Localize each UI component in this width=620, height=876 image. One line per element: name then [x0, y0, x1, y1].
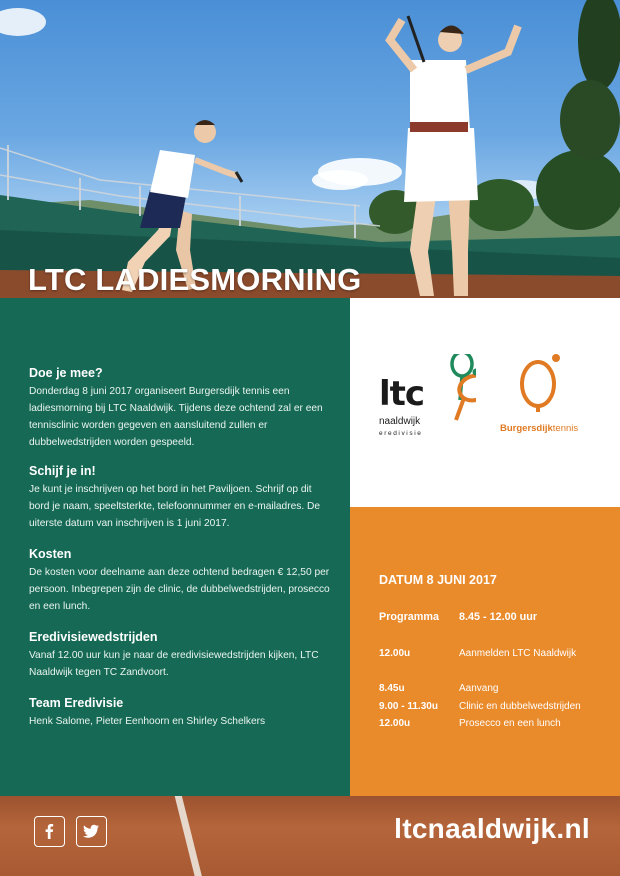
section-heading: Doe je mee?	[29, 366, 103, 380]
section-text: Donderdag 8 juni 2017 organiseert Burgersdijk tennis een ladiesmorning bij LTC Naaldwijk. Tijdens deze ochtend zal er een tennisclinic worden gegeven en aansluitend zullen er dubbelwedstrijden worden gespeeld.	[29, 386, 323, 448]
ltc-logo-sub: naaldwijk	[379, 416, 421, 427]
section-kosten	[29, 547, 334, 615]
website-link[interactable]: ltcnaaldwijk.nl	[394, 813, 590, 844]
section-heading: Kosten	[29, 547, 72, 561]
section-eredivisiewedstrijden	[29, 630, 334, 681]
footer	[0, 796, 620, 876]
page-title: LTC LADIESMORNING	[28, 262, 362, 297]
schedule-desc: Clinic en dubbelwedstrijden	[459, 701, 581, 712]
ltc-logo-word: ltc	[379, 374, 425, 414]
burgersdijk-racket-logo-icon	[516, 352, 566, 414]
section-heading: Eredivisiewedstrijden	[29, 630, 158, 644]
section-doe-je-mee	[29, 366, 334, 451]
section-team-eredivisie	[29, 696, 334, 730]
hero-photo	[0, 0, 620, 298]
schedule-panel	[350, 507, 620, 796]
facebook-icon	[41, 823, 57, 839]
event-date: DATUM 8 JUNI 2017	[379, 573, 497, 587]
section-text: De kosten voor deelname aan deze ochtend bedragen € 12,50 per persoon. Inbegrepen zijn de clinic, de dubbelwedstrijden, prosecco en een lunch.	[29, 567, 330, 612]
section-heading: Schijf je in!	[29, 464, 96, 478]
section-text: Je kunt je inschrijven op het bord in het Paviljoen. Schrijf op dit bord je naam, speeltsterkte, telefoonnummer en e-mailadres. De uiterste datum van inschrijven is 1 juni 2017.	[29, 484, 321, 529]
schedule-time: 9.00 - 11.30u	[379, 701, 438, 712]
section-text: Henk Salome, Pieter Eenhoorn en Shirley Schelkers	[29, 716, 266, 727]
burgersdijk-logo-text	[500, 423, 578, 434]
ltc-logo-sub2: eredivisie	[379, 430, 423, 437]
sponsor-logos	[350, 298, 620, 507]
schedule-desc: Aanmelden LTC Naaldwijk	[459, 648, 577, 659]
court-line	[173, 796, 206, 876]
burgersdijk-bold: Burgersdijk	[500, 423, 553, 434]
section-text: Vanaf 12.00 uur kun je naar de eredivisiewedstrijden kijken, LTC Naaldwijk tegen TC Zandvoort.	[29, 650, 319, 678]
schedule-time: 12.00u	[379, 648, 411, 659]
section-heading: Team Eredivisie	[29, 696, 124, 710]
schedule-desc: Aanvang	[459, 683, 499, 694]
schedule-time: 12.00u	[379, 718, 411, 729]
twitter-link[interactable]	[76, 816, 107, 847]
info-panel	[0, 298, 350, 796]
facebook-link[interactable]	[34, 816, 65, 847]
twitter-icon	[83, 823, 100, 839]
section-schrijf-je-in	[29, 464, 334, 532]
schedule-desc: Prosecco en een lunch	[459, 718, 561, 729]
burgersdijk-light: tennis	[552, 423, 579, 434]
tennis-players-illustration	[0, 0, 620, 298]
program-time: 8.45 - 12.00 uur	[459, 611, 538, 623]
schedule-time: 8.45u	[379, 683, 405, 694]
program-label: Programma	[379, 611, 440, 623]
